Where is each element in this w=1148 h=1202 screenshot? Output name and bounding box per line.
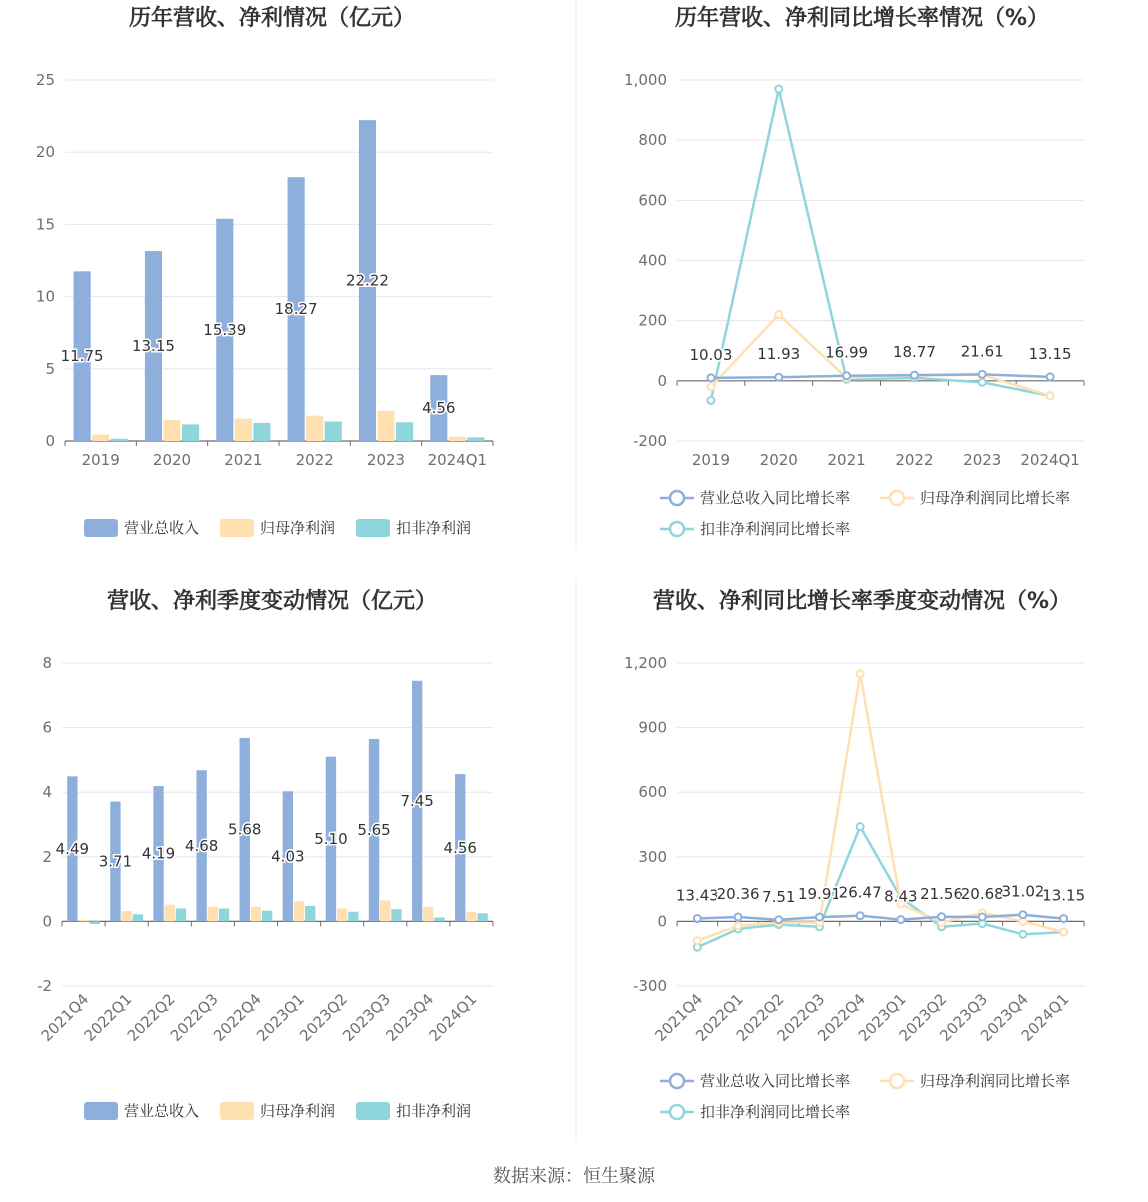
bar-3-2022Q1 (133, 914, 143, 921)
x-tick-label: 2020 (152, 451, 192, 469)
bar-3-2022 (325, 422, 342, 441)
data-label: 4.03 (271, 847, 305, 866)
data-label: 18.77 (892, 343, 936, 362)
bar-2-2022Q4 (251, 907, 261, 922)
chart-title: 营收、净利同比增长率季度变动情况（%） (652, 589, 1072, 614)
point-1-2022Q3 (816, 914, 823, 921)
bar-3-2022Q2 (176, 908, 186, 921)
data-label: 5.10 (314, 830, 348, 849)
y-tick-label: 4 (42, 783, 52, 802)
x-tick-label: 2023 (366, 451, 406, 469)
bar-3-2022Q3 (219, 908, 229, 921)
bar-3-2020 (182, 424, 199, 441)
x-tick-label: 2021Q4 (37, 990, 93, 1045)
x-tick-label: 2023Q3 (339, 990, 395, 1045)
bar-2-2022Q2 (165, 905, 175, 922)
legend-item-2[interactable] (880, 489, 1070, 507)
y-tick-label: -200 (632, 432, 667, 450)
bar-2-2023Q2 (337, 908, 347, 921)
bar-2-2019 (92, 435, 109, 441)
x-tick-label: 2019 (691, 451, 731, 469)
chart-title: 历年营收、净利情况（亿元） (128, 6, 416, 31)
bar-2-2023Q4 (423, 907, 433, 922)
point-1-2020 (775, 374, 782, 381)
bar-3-2023Q4 (434, 918, 444, 922)
y-tick-label: 900 (638, 718, 667, 737)
x-tick-label: 2023 (963, 451, 1002, 469)
x-tick-label: 2023Q2 (895, 990, 951, 1045)
data-label: 11.93 (757, 345, 801, 364)
point-1-2023 (979, 371, 986, 378)
bar-2-2021Q4 (78, 920, 88, 922)
point-1-2022Q1 (735, 914, 742, 921)
bar-2-2022Q3 (208, 907, 218, 922)
legend-label: 扣非净利润 (396, 1102, 472, 1120)
legend-item-3[interactable] (356, 1102, 471, 1120)
data-label: 22.22 (345, 271, 389, 290)
point-2-2019 (707, 383, 714, 390)
point-3-2019 (707, 397, 714, 404)
point-2-2024Q1 (1060, 929, 1067, 936)
x-tick-label: 2023Q1 (854, 990, 910, 1045)
data-label: 4.19 (141, 844, 176, 863)
data-label: 13.43 (675, 886, 719, 905)
chart-1 (36, 5, 493, 537)
data-label: 4.56 (443, 838, 477, 857)
data-label: 4.49 (55, 839, 90, 858)
point-3-2022Q4 (857, 823, 864, 830)
y-tick-label: 1,200 (624, 654, 667, 672)
y-tick-label: 15 (35, 215, 55, 234)
point-2-2022Q1 (735, 922, 742, 929)
data-label: 4.56 (422, 399, 456, 418)
bar-3-2019 (111, 439, 128, 441)
data-label: 5.68 (228, 820, 262, 839)
bar-2-2023Q3 (380, 900, 390, 921)
x-tick-label: 2022Q1 (80, 990, 136, 1045)
data-label: 31.02 (1001, 882, 1045, 901)
x-tick-label: 2022Q1 (692, 990, 747, 1045)
bar-3-2023Q2 (348, 912, 358, 922)
x-tick-label: 2024Q1 (1020, 451, 1080, 469)
data-label: 5.65 (357, 821, 391, 840)
data-label: 19.91 (797, 885, 841, 904)
data-label: 15.39 (203, 320, 247, 339)
legend-label: 归母净利润 (260, 1102, 336, 1120)
bar-2-2024Q1 (466, 912, 476, 922)
y-tick-label: 8 (42, 654, 52, 672)
data-label: 4.68 (184, 836, 219, 855)
legend-marker (670, 1105, 684, 1119)
legend-item-2[interactable] (220, 519, 335, 537)
x-tick-label: 2021 (827, 451, 866, 469)
y-tick-label: 5 (45, 359, 55, 378)
legend-label: 营业总收入 (124, 1102, 200, 1120)
point-1-2019 (707, 374, 714, 381)
bar-2-2024Q1 (449, 437, 466, 441)
x-tick-label: 2023Q2 (296, 990, 351, 1045)
data-label: 7.45 (400, 792, 434, 811)
chart-3 (37, 588, 493, 1120)
y-tick-label: 400 (638, 251, 667, 270)
point-3-2020 (775, 86, 782, 93)
data-label: 7.51 (762, 887, 796, 906)
legend-marker (890, 1074, 904, 1088)
y-tick-label: 10 (35, 287, 55, 306)
x-tick-label: 2022 (895, 451, 934, 469)
x-tick-label: 2023Q4 (382, 990, 438, 1045)
x-tick-label: 2021Q4 (651, 990, 707, 1045)
point-1-2021 (843, 372, 850, 379)
x-tick-label: 2023Q3 (936, 990, 992, 1045)
legend-item-3[interactable] (356, 519, 471, 537)
x-tick-label: 2024Q1 (1017, 990, 1073, 1045)
point-3-2023 (979, 379, 986, 386)
bar-3-2023Q1 (305, 906, 315, 922)
data-label: 26.47 (838, 883, 882, 902)
y-tick-label: 6 (42, 718, 52, 737)
y-tick-label: 0 (657, 912, 667, 931)
legend-item-3[interactable] (660, 1103, 850, 1121)
data-label: 13.15 (1028, 344, 1072, 363)
x-tick-label: 2022Q3 (166, 990, 222, 1045)
legend-swatch (84, 1102, 118, 1120)
y-tick-label: 200 (638, 311, 667, 330)
point-2-2021Q4 (694, 937, 701, 944)
legend-swatch (220, 519, 254, 537)
legend-label: 营业总收入同比增长率 (700, 1072, 851, 1090)
legend-swatch (356, 1102, 390, 1120)
point-1-2023Q4 (1019, 911, 1026, 918)
data-label: 11.75 (60, 347, 104, 366)
chart-4 (624, 588, 1085, 1121)
x-tick-label: 2022Q3 (773, 990, 829, 1045)
legend-marker (670, 1074, 684, 1088)
bar-3-2023 (396, 422, 413, 441)
legend-swatch (220, 1102, 254, 1120)
y-tick-label: -300 (632, 977, 667, 995)
x-tick-label: 2022 (295, 451, 334, 469)
data-label: 8.43 (884, 887, 918, 906)
legend-marker (890, 491, 904, 505)
point-1-2024Q1 (1047, 373, 1054, 380)
bar-3-2021Q4 (90, 921, 100, 924)
legend-marker (670, 522, 684, 536)
chart-title: 营收、净利季度变动情况（亿元） (106, 589, 438, 614)
legend-label: 扣非净利润同比增长率 (700, 520, 851, 538)
legend-item-1[interactable] (660, 489, 850, 507)
point-2-2020 (775, 311, 782, 318)
y-tick-label: 2 (42, 847, 52, 866)
y-tick-label: 0 (42, 912, 52, 931)
data-label: 21.56 (920, 884, 964, 903)
y-tick-label: 300 (638, 847, 667, 866)
legend-marker (670, 491, 684, 505)
legend-item-1[interactable] (660, 1072, 850, 1090)
legend-label: 营业总收入同比增长率 (700, 489, 851, 507)
y-tick-label: -2 (37, 977, 52, 995)
bar-3-2024Q1 (477, 913, 487, 921)
data-label: 16.99 (825, 343, 869, 362)
x-tick-label: 2021 (224, 451, 263, 469)
legend-label: 归母净利润同比增长率 (920, 489, 1071, 507)
legend-label: 归母净利润 (260, 519, 336, 537)
data-label: 13.15 (1042, 886, 1086, 905)
data-label: 3.71 (98, 852, 133, 871)
x-tick-label: 2020 (759, 451, 798, 469)
bar-3-2024Q1 (467, 437, 484, 441)
x-tick-label: 2023Q1 (253, 990, 308, 1045)
bar-2-2021 (235, 419, 252, 441)
data-label: 21.61 (960, 342, 1004, 361)
x-tick-label: 2019 (81, 451, 120, 469)
point-1-2022Q2 (775, 916, 782, 923)
point-1-2023Q2 (938, 913, 945, 920)
x-tick-label: 2024Q1 (425, 990, 481, 1045)
point-1-2024Q1 (1060, 915, 1067, 922)
chart-title: 历年营收、净利同比增长率情况（%） (674, 6, 1050, 31)
data-label: 20.68 (960, 884, 1004, 903)
point-1-2021Q4 (694, 915, 701, 922)
legend-item-3[interactable] (660, 520, 850, 538)
y-tick-label: 25 (35, 71, 55, 89)
point-1-2023Q1 (897, 916, 904, 923)
bar-2-2022Q1 (121, 911, 131, 921)
y-tick-label: 600 (638, 783, 667, 802)
y-tick-label: 600 (638, 191, 667, 210)
x-tick-label: 2022Q4 (814, 990, 869, 1045)
x-tick-label: 2024Q1 (427, 451, 488, 469)
data-label: 13.15 (131, 337, 175, 356)
chart-2 (624, 5, 1084, 538)
bar-2-2023 (377, 411, 394, 441)
legend-label: 归母净利润同比增长率 (920, 1072, 1071, 1090)
y-tick-label: 1,000 (624, 71, 667, 89)
legend-label: 营业总收入 (124, 519, 200, 537)
point-1-2022 (911, 372, 918, 379)
x-tick-label: 2022Q2 (732, 990, 788, 1045)
legend-item-1[interactable] (84, 1102, 199, 1120)
legend-item-1[interactable] (84, 519, 199, 537)
y-tick-label: 800 (638, 131, 667, 150)
bar-3-2023Q3 (391, 909, 401, 921)
y-tick-label: 0 (45, 432, 55, 450)
data-label: 20.36 (716, 885, 760, 904)
legend-swatch (356, 519, 390, 537)
point-2-2022Q4 (857, 670, 864, 677)
bar-2-2022 (306, 416, 323, 441)
x-tick-label: 2022Q2 (123, 990, 179, 1045)
y-tick-label: 20 (35, 143, 55, 162)
legend-swatch (84, 519, 118, 537)
point-2-2024Q1 (1047, 392, 1054, 399)
bar-2-2020 (163, 420, 180, 441)
legend-label: 扣非净利润 (396, 519, 472, 537)
data-label: 18.27 (274, 300, 318, 319)
data-source-note: 数据来源：恒生聚源 (493, 1166, 655, 1187)
x-tick-label: 2023Q4 (976, 990, 1032, 1045)
legend-item-2[interactable] (220, 1102, 335, 1120)
point-1-2022Q4 (857, 912, 864, 919)
legend-label: 扣非净利润同比增长率 (700, 1103, 851, 1121)
y-tick-label: 0 (657, 371, 667, 390)
point-1-2023Q3 (979, 913, 986, 920)
data-label: 10.03 (689, 345, 733, 364)
point-3-2023Q4 (1019, 931, 1026, 938)
bar-3-2022Q4 (262, 911, 272, 922)
bar-3-2021 (253, 423, 270, 441)
x-tick-label: 2022Q4 (209, 990, 265, 1045)
bar-2-2023Q1 (294, 901, 304, 921)
legend-item-2[interactable] (880, 1072, 1070, 1090)
